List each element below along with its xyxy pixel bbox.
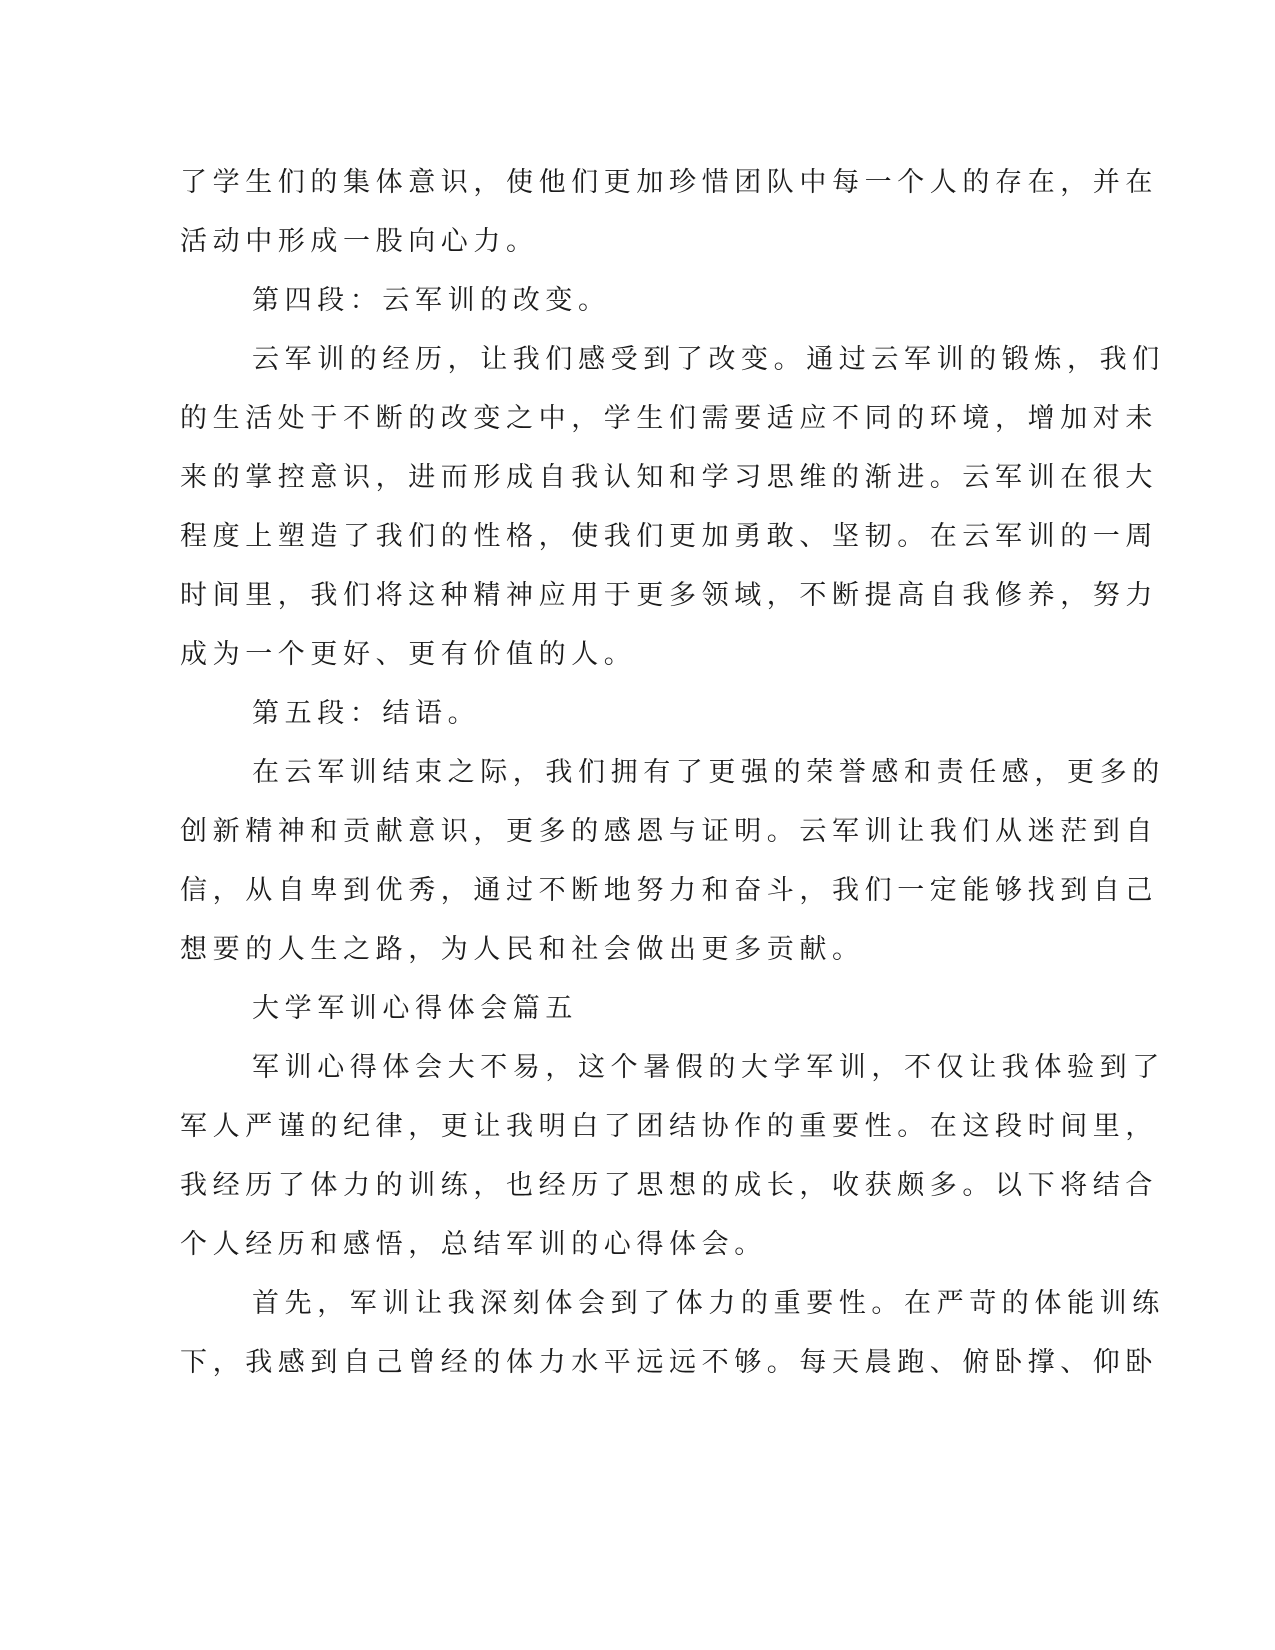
text-line: 成为一个更好、更有价值的人。 bbox=[180, 639, 637, 670]
text-line: 云军训的经历，让我们感受到了改变。通过云军训的锻炼，我们 bbox=[252, 344, 1165, 375]
text-line: 时间里，我们将这种精神应用于更多领域，不断提高自我修养，努力 bbox=[180, 580, 1158, 611]
text-line: 的生活处于不断的改变之中，学生们需要适应不同的环境，增加对未 bbox=[180, 403, 1158, 434]
text-line: 我经历了体力的训练，也经历了思想的成长，收获颇多。以下将结合 bbox=[180, 1170, 1158, 1201]
section-heading: 第四段：云军训的改变。 bbox=[252, 285, 611, 316]
text-line: 了学生们的集体意识，使他们更加珍惜团队中每一个人的存在，并在 bbox=[180, 167, 1158, 198]
text-line: 来的掌控意识，进而形成自我认知和学习思维的渐进。云军训在很大 bbox=[180, 462, 1158, 493]
text-line: 下，我感到自己曾经的体力水平远远不够。每天晨跑、俯卧撑、仰卧 bbox=[180, 1347, 1158, 1378]
text-line: 在云军训结束之际，我们拥有了更强的荣誉感和责任感，更多的 bbox=[252, 757, 1165, 788]
text-line: 军训心得体会大不易，这个暑假的大学军训，不仅让我体验到了 bbox=[252, 1052, 1165, 1083]
text-line: 信，从自卑到优秀，通过不断地努力和奋斗，我们一定能够找到自己 bbox=[180, 875, 1158, 906]
text-line: 想要的人生之路，为人民和社会做出更多贡献。 bbox=[180, 934, 865, 965]
text-line: 首先，军训让我深刻体会到了体力的重要性。在严苛的体能训练 bbox=[252, 1288, 1165, 1319]
text-line: 军人严谨的纪律，更让我明白了团结协作的重要性。在这段时间里， bbox=[180, 1111, 1158, 1142]
section-heading: 第五段：结语。 bbox=[252, 698, 481, 729]
text-line: 活动中形成一股向心力。 bbox=[180, 226, 539, 257]
article-title: 大学军训心得体会篇五 bbox=[252, 993, 578, 1024]
text-line: 创新精神和贡献意识，更多的感恩与证明。云军训让我们从迷茫到自 bbox=[180, 816, 1158, 847]
text-line: 程度上塑造了我们的性格，使我们更加勇敢、坚韧。在云军训的一周 bbox=[180, 521, 1158, 552]
text-line: 个人经历和感悟，总结军训的心得体会。 bbox=[180, 1229, 767, 1260]
